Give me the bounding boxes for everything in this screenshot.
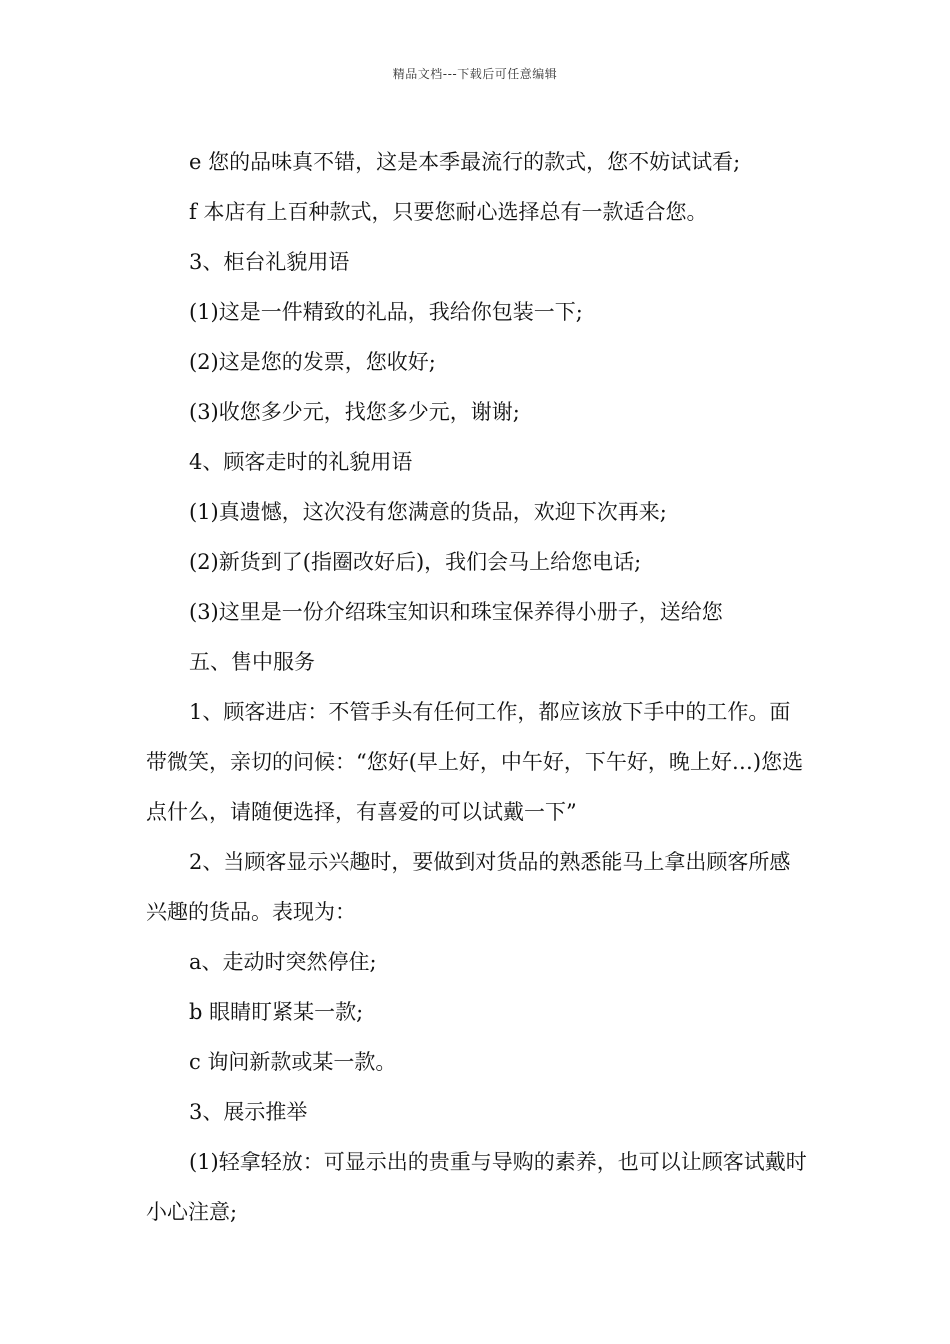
section-heading: 4、顾客走时的礼貌用语	[189, 450, 413, 474]
paragraph: 1、顾客进店：不管手头有任何工作，都应该放下手中的工作。面带微笑，亲切的问候：“您好(早上好，中午好，下午好，晚上好…)您选点什么，请随便选择，有喜爱的可以试戴一下”	[146, 700, 804, 824]
page-header: 精品文档---下载后可任意编辑	[392, 67, 558, 81]
paragraph: (1)真遗憾，这次没有您满意的货品，欢迎下次再来;	[189, 500, 667, 524]
paragraph: (3)这里是一份介绍珠宝知识和珠宝保养得小册子，送给您	[189, 600, 723, 624]
section-heading: 3、柜台礼貌用语	[189, 250, 350, 274]
paragraph: (1)这是一件精致的礼品，我给你包装一下;	[189, 300, 583, 324]
paragraph: e 您的品味真不错，这是本季最流行的款式，您不妨试试看;	[189, 150, 741, 174]
section-heading: 3、展示推举	[189, 1100, 308, 1124]
document-body	[146, 137, 810, 1237]
section-heading: 五、售中服务	[189, 650, 315, 674]
list-item: a、走动时突然停住;	[189, 950, 377, 974]
paragraph: 2、当顾客显示兴趣时，要做到对货品的熟悉能马上拿出顾客所感兴趣的货品。表现为：	[146, 850, 791, 924]
paragraph: (2)新货到了(指圈改好后)，我们会马上给您电话;	[189, 550, 642, 574]
list-item: c 询问新款或某一款。	[189, 1050, 397, 1074]
paragraph: (1)轻拿轻放：可显示出的贵重与导购的素养，也可以让顾客试戴时小心注意;	[146, 1150, 807, 1224]
list-item: b 眼睛盯紧某一款;	[189, 1000, 364, 1024]
paragraph: (3)收您多少元，找您多少元，谢谢;	[189, 400, 520, 424]
paragraph: f 本店有上百种款式，只要您耐心选择总有一款适合您。	[189, 200, 708, 224]
paragraph: (2)这是您的发票，您收好;	[189, 350, 436, 374]
